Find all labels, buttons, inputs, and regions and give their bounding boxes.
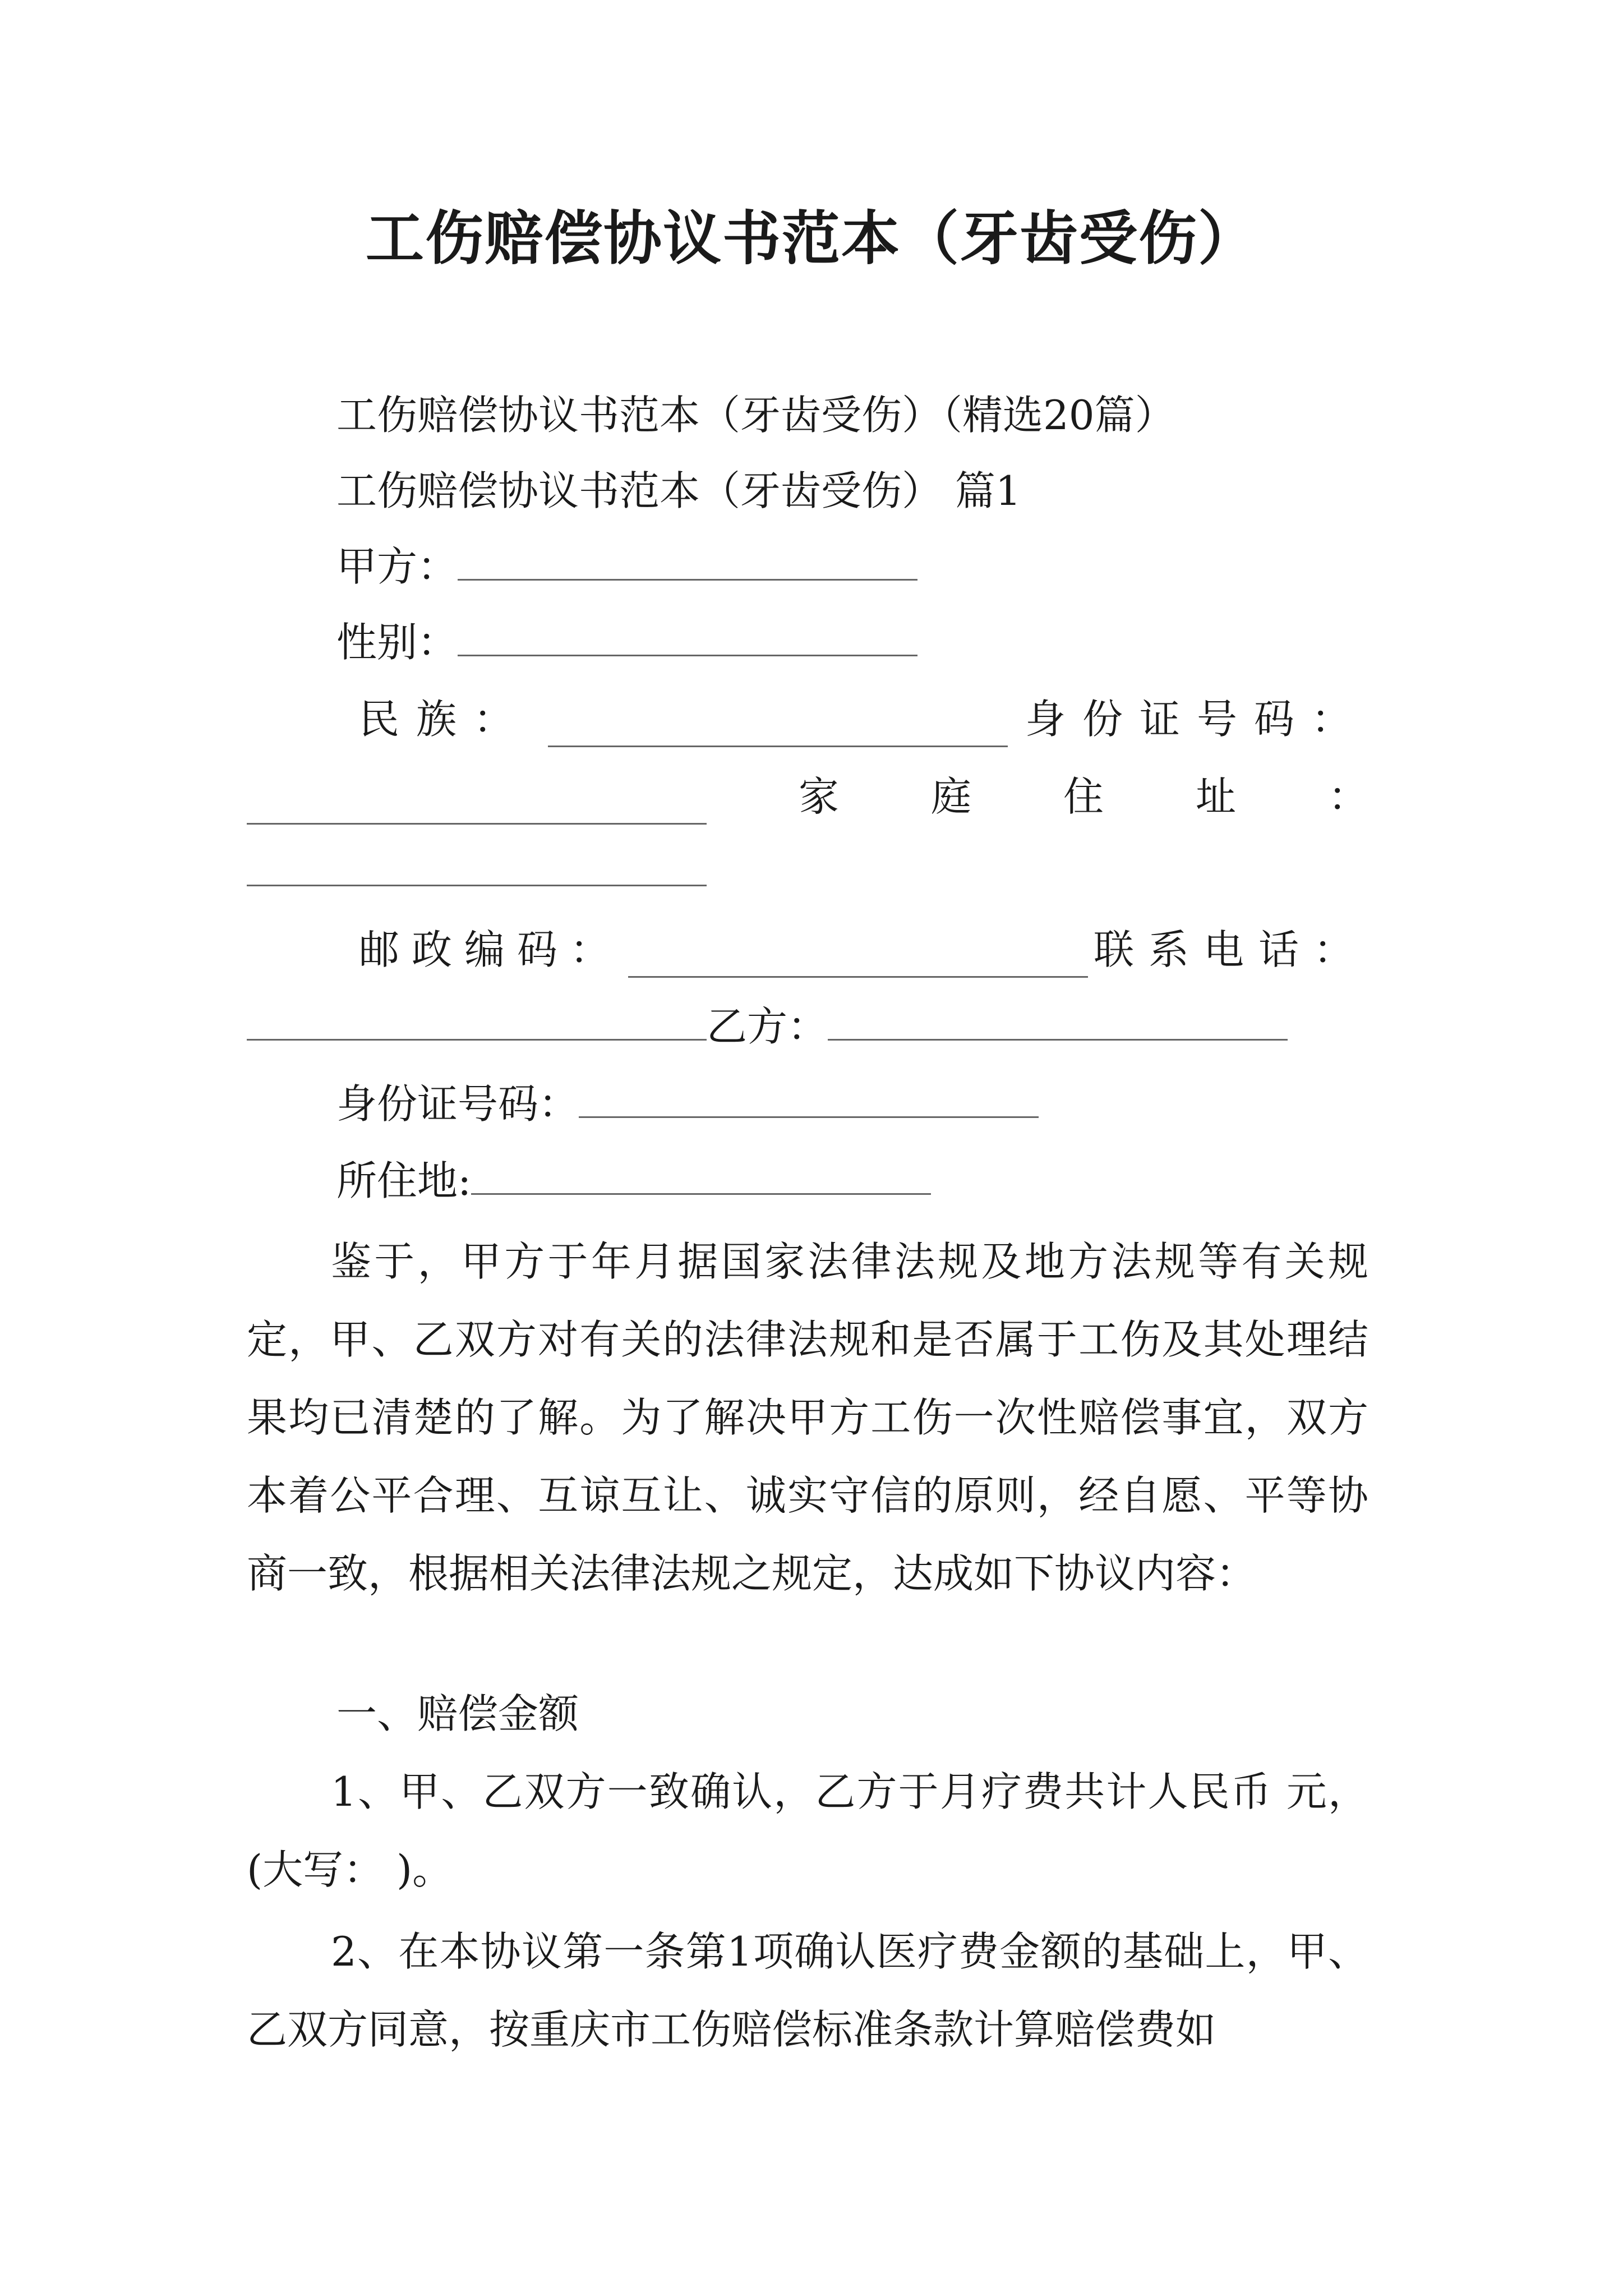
- item-1-paragraph: 1、甲、乙双方一致确认，乙方于月疗费共计人民币 元，(大写： )。: [247, 1768, 1368, 1893]
- home-address-row: [247, 769, 1368, 825]
- document-title: 工伤赔偿协议书范本（牙齿受伤）: [365, 204, 1257, 273]
- residence-label: 所住地:: [336, 1157, 472, 1204]
- party-b-blank: [828, 1000, 1288, 1041]
- party-b-row: [247, 999, 1288, 1055]
- gender-blank: [458, 615, 917, 656]
- compensation-heading: 一、赔偿金额: [336, 1690, 579, 1737]
- id-number-b-blank: [579, 1077, 1039, 1118]
- postal-code-label: 邮政编码：: [359, 926, 623, 973]
- party-a-field: [336, 539, 917, 595]
- postal-phone-row: [359, 922, 1368, 978]
- ethnicity-blank: [548, 706, 1008, 747]
- preamble-paragraph: 鉴于，甲方于年月据国家法律法规及地方法规等有关规定，甲、乙双方对有关的法律法规和是否属于工伤及其处理结果均已清楚的了解。为了解决甲方工伤一次性赔偿事宜，双方本着公平合理、互谅互让、诚实守信的原则，经自愿、平等协商一致，根据相关法律法规之规定，达成如下协议内容：: [247, 1238, 1368, 1597]
- home-address-blank-row: [247, 844, 707, 900]
- home-address-char-1: 家: [798, 773, 839, 820]
- home-address-blank: [247, 845, 707, 886]
- gender-label: 性别：: [336, 619, 458, 666]
- id-number-label: 身份证号码：: [1025, 696, 1368, 743]
- postal-code-blank: [628, 937, 1088, 978]
- party-a-blank: [458, 540, 917, 581]
- residence-blank: [471, 1154, 931, 1195]
- id-number-b-label: 身份证号码：: [336, 1080, 579, 1128]
- phone-blank: [247, 1000, 707, 1041]
- gender-field: [336, 614, 917, 670]
- home-address-char-4: 址: [1195, 773, 1236, 820]
- id-number-b-field: [336, 1076, 1039, 1132]
- party-b-label: 乙方：: [707, 1003, 828, 1050]
- item-2-paragraph: 2、在本协议第一条第1项确认医疗费金额的基础上，甲、乙双方同意，按重庆市工伤赔偿标准条款计算赔偿费如: [247, 1928, 1368, 2053]
- id-number-blank: [247, 784, 707, 825]
- subtitle: 工伤赔偿协议书范本（牙齿受伤）（精选20篇）: [336, 392, 1175, 439]
- section-heading: 工伤赔偿协议书范本（牙齿受伤） 篇1: [336, 467, 1021, 514]
- residence-field: [336, 1153, 931, 1209]
- party-a-label: 甲方：: [336, 543, 458, 590]
- ethnicity-id-row: [359, 691, 1368, 747]
- home-address-char-5: ：: [1327, 773, 1368, 820]
- home-address-char-3: 住: [1063, 773, 1104, 820]
- phone-label: 联系电话：: [1093, 926, 1368, 973]
- ethnicity-label: 民族：: [359, 696, 531, 743]
- home-address-char-2: 庭: [930, 773, 971, 820]
